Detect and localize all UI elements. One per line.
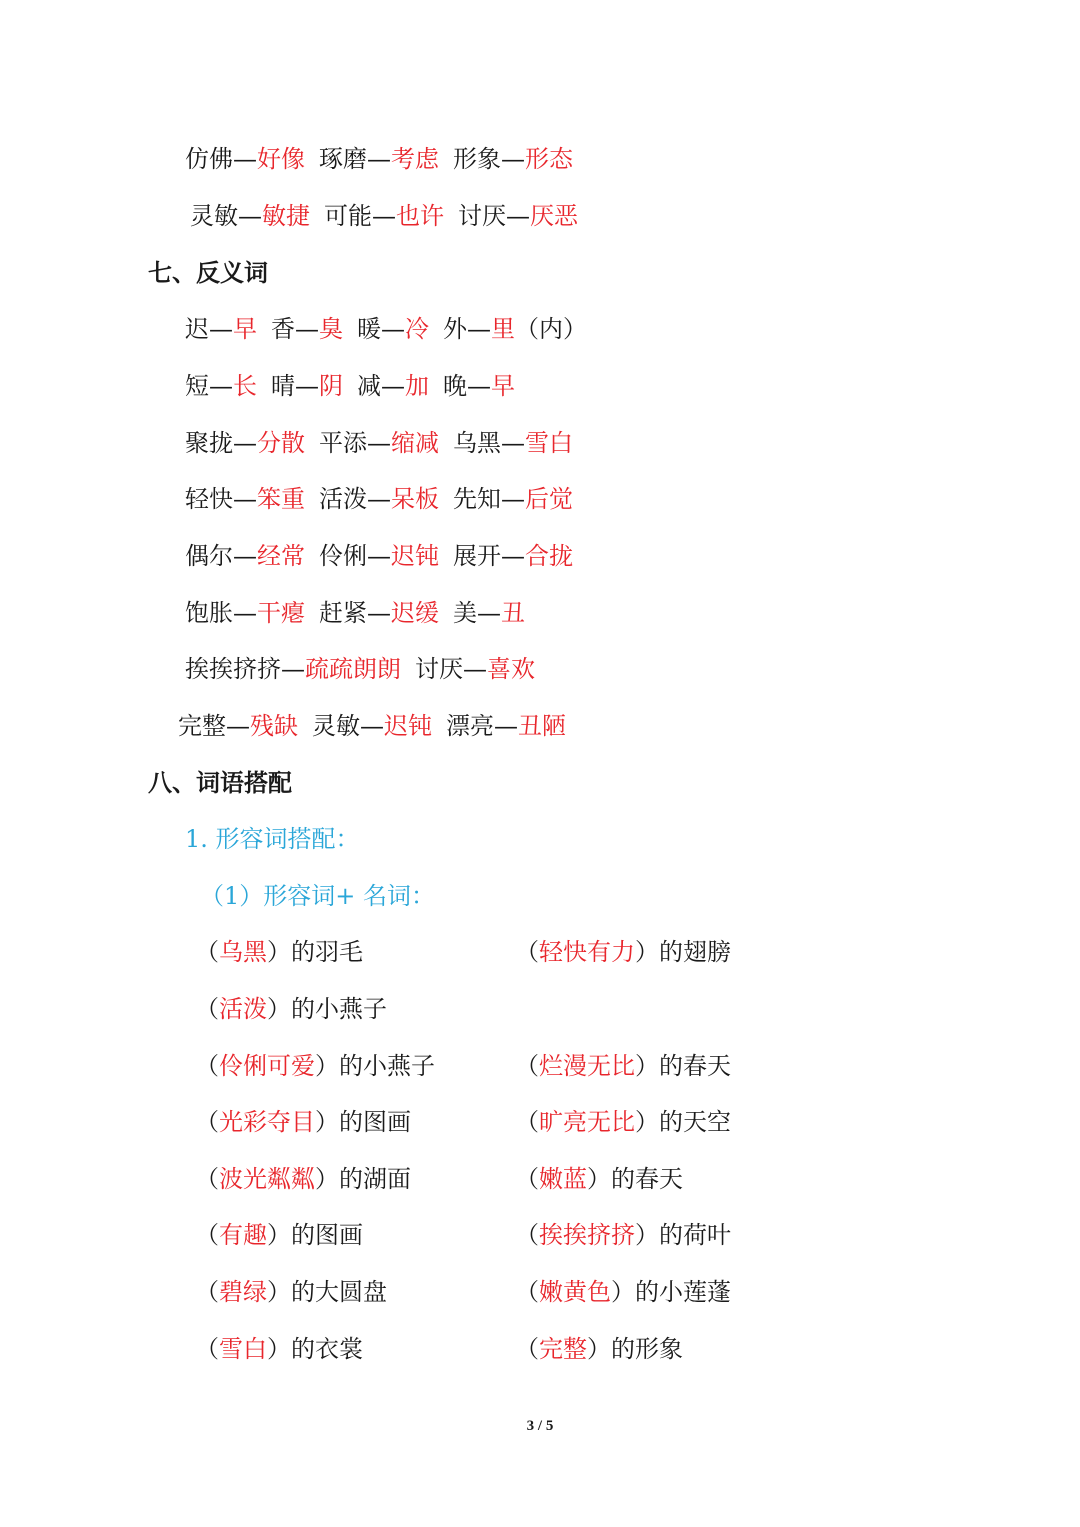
answer: 考虑 [391, 145, 439, 173]
answer: 里 [491, 315, 515, 343]
word: 乌黑 [453, 429, 501, 457]
answer: 雪白 [525, 429, 573, 457]
adjective: 旷亮无比 [539, 1108, 635, 1136]
answer: 笨重 [257, 485, 305, 513]
collocation-item: （完整）的形象 [515, 1335, 683, 1363]
section-heading-antonyms: 七、反义词 [148, 259, 268, 287]
antonym-row: 饱胀—干瘪 赶紧—迟缓 美—丑 [185, 599, 525, 627]
antonym-row: 完整—残缺 灵敏—迟钝 漂亮—丑陋 [178, 712, 566, 740]
answer: 厌恶 [530, 202, 578, 230]
word: 赶紧 [319, 599, 367, 627]
noun: 的春天 [611, 1165, 683, 1193]
adjective: 伶俐可爱 [219, 1052, 315, 1080]
answer: 经常 [257, 542, 305, 570]
noun: 的春天 [659, 1052, 731, 1080]
adjective: 碧绿 [219, 1278, 267, 1306]
collocation-item: （嫩黄色）的小莲蓬 [515, 1278, 731, 1306]
answer: 干瘪 [257, 599, 305, 627]
answer: 早 [491, 372, 515, 400]
adjective: 光彩夺目 [219, 1108, 315, 1136]
adjective: 嫩黄色 [539, 1278, 611, 1306]
antonym-row: 挨挨挤挤—疏疏朗朗 讨厌—喜欢 [185, 655, 535, 683]
noun: 的荷叶 [659, 1221, 731, 1249]
answer: 缩减 [391, 429, 439, 457]
word: 讨厌 [415, 655, 463, 683]
answer: 呆板 [391, 485, 439, 513]
word: 漂亮 [446, 712, 494, 740]
antonym-row: 聚拢—分散 平添—缩减 乌黑—雪白 [185, 429, 573, 457]
noun: 的湖面 [339, 1165, 411, 1193]
word: 挨挨挤挤 [185, 655, 281, 683]
synonym-row: 灵敏—敏捷 可能—也许 讨厌—厌恶 [190, 202, 578, 230]
collocation-item: （轻快有力）的翅膀 [515, 938, 731, 966]
answer: 残缺 [250, 712, 298, 740]
page-number: 3 / 5 [526, 1418, 554, 1434]
antonym-row: 迟—早 香—臭 暖—冷 外—里（内） [185, 315, 587, 343]
word: 减 [357, 372, 381, 400]
adjective: 轻快有力 [539, 938, 635, 966]
collocation-item: （雪白）的衣裳 [195, 1335, 363, 1363]
noun: 的羽毛 [291, 938, 363, 966]
noun: 的翅膀 [659, 938, 731, 966]
noun: 的小燕子 [291, 995, 387, 1023]
answer: 加 [405, 372, 429, 400]
answer: 合拢 [525, 542, 573, 570]
word: 晴 [271, 372, 295, 400]
word: 可能 [324, 202, 372, 230]
answer: 冷 [405, 315, 429, 343]
answer: 丑陋 [518, 712, 566, 740]
noun: 的衣裳 [291, 1335, 363, 1363]
collocation-item: （活泼）的小燕子 [195, 995, 387, 1023]
word: 伶俐 [319, 542, 367, 570]
synonym-row: 仿佛—好像 琢磨—考虑 形象—形态 [185, 145, 573, 173]
collocation-item: （碧绿）的大圆盘 [195, 1278, 387, 1306]
answer: 形态 [525, 145, 573, 173]
word: 饱胀 [185, 599, 233, 627]
word: 讨厌 [458, 202, 506, 230]
section-heading-collocation: 八、词语搭配 [148, 769, 292, 797]
collocation-item: （旷亮无比）的天空 [515, 1108, 731, 1136]
adjective: 活泼 [219, 995, 267, 1023]
noun: 的小莲蓬 [635, 1278, 731, 1306]
word: 美 [453, 599, 477, 627]
answer-note: （内） [515, 315, 587, 343]
answer: 也许 [396, 202, 444, 230]
antonym-row: 短—长 晴—阴 减—加 晚—早 [185, 372, 515, 400]
subheading-adjective: 1. 形容词搭配： [185, 825, 360, 853]
word: 外 [443, 315, 467, 343]
word: 晚 [443, 372, 467, 400]
word: 活泼 [319, 485, 367, 513]
word: 轻快 [185, 485, 233, 513]
answer: 喜欢 [487, 655, 535, 683]
answer: 好像 [257, 145, 305, 173]
word: 灵敏 [312, 712, 360, 740]
noun: 的小燕子 [339, 1052, 435, 1080]
word: 迟 [185, 315, 209, 343]
adjective: 波光粼粼 [219, 1165, 315, 1193]
subheading-adjective-noun: （1）形容词+ 名词： [200, 882, 436, 910]
collocation-item: （伶俐可爱）的小燕子 [195, 1052, 435, 1080]
antonym-row: 偶尔—经常 伶俐—迟钝 展开—合拢 [185, 542, 573, 570]
adjective: 乌黑 [219, 938, 267, 966]
answer: 后觉 [525, 485, 573, 513]
adjective: 雪白 [219, 1335, 267, 1363]
answer: 阴 [319, 372, 343, 400]
noun: 的天空 [659, 1108, 731, 1136]
word: 先知 [453, 485, 501, 513]
answer: 早 [233, 315, 257, 343]
noun: 的图画 [339, 1108, 411, 1136]
word: 聚拢 [185, 429, 233, 457]
collocation-item: （嫩蓝）的春天 [515, 1165, 683, 1193]
answer: 敏捷 [262, 202, 310, 230]
word: 香 [271, 315, 295, 343]
answer: 丑 [501, 599, 525, 627]
collocation-item: （乌黑）的羽毛 [195, 938, 363, 966]
word: 平添 [319, 429, 367, 457]
antonym-row: 轻快—笨重 活泼—呆板 先知—后觉 [185, 485, 573, 513]
collocation-item: （光彩夺目）的图画 [195, 1108, 411, 1136]
adjective: 嫩蓝 [539, 1165, 587, 1193]
collocation-item: （挨挨挤挤）的荷叶 [515, 1221, 731, 1249]
adjective: 完整 [539, 1335, 587, 1363]
collocation-item: （烂漫无比）的春天 [515, 1052, 731, 1080]
answer: 迟缓 [391, 599, 439, 627]
answer: 长 [233, 372, 257, 400]
collocation-item: （波光粼粼）的湖面 [195, 1165, 411, 1193]
word: 形象 [453, 145, 501, 173]
collocation-item: （有趣）的图画 [195, 1221, 363, 1249]
adjective: 烂漫无比 [539, 1052, 635, 1080]
answer: 疏疏朗朗 [305, 655, 401, 683]
word: 灵敏 [190, 202, 238, 230]
word: 偶尔 [185, 542, 233, 570]
word: 完整 [178, 712, 226, 740]
word: 展开 [453, 542, 501, 570]
noun: 的形象 [611, 1335, 683, 1363]
word: 暖 [357, 315, 381, 343]
word: 琢磨 [319, 145, 367, 173]
adjective: 挨挨挤挤 [539, 1221, 635, 1249]
word: 短 [185, 372, 209, 400]
adjective: 有趣 [219, 1221, 267, 1249]
noun: 的大圆盘 [291, 1278, 387, 1306]
answer: 迟钝 [391, 542, 439, 570]
answer: 臭 [319, 315, 343, 343]
answer: 分散 [257, 429, 305, 457]
word: 仿佛 [185, 145, 233, 173]
noun: 的图画 [291, 1221, 363, 1249]
answer: 迟钝 [384, 712, 432, 740]
